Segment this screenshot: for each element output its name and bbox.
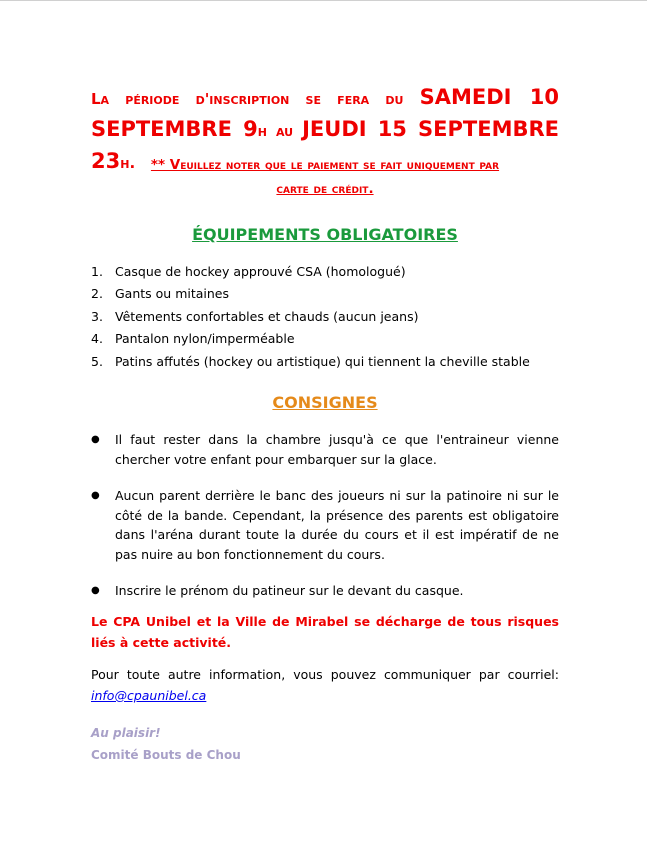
rules-list: [91, 430, 559, 618]
rules-heading: CONSIGNES: [272, 393, 378, 412]
list-item-text: Gants ou mitaines: [115, 286, 230, 302]
registration-connector: au: [275, 122, 294, 140]
list-item-text: Vêtements confortables et chauds (aucun jeans): [115, 308, 419, 324]
list-item: [91, 283, 559, 305]
list-item: [91, 328, 559, 350]
signoff: [91, 722, 241, 766]
list-item-text: Pantalon nylon/imperméable: [115, 331, 295, 347]
registration-end-day: JEUDI 15 SEPTEMBRE 23: [91, 117, 559, 173]
list-number: 5.: [91, 353, 103, 369]
top-border: [0, 0, 647, 1]
registration-start-month: SEPTEMBRE 9: [91, 117, 258, 141]
bullet-icon: ●: [91, 490, 100, 501]
list-item-text: Patins affutés (hockey ou artistique) qui tiennent la cheville stable: [115, 353, 530, 369]
payment-note: [91, 153, 559, 201]
contact-text: Pour toute autre information, vous pouvez communiquer par courriel:: [91, 667, 559, 682]
list-item-text: Il faut rester dans la chambre jusqu'à ce que l'entraineur vienne chercher votre enfant pour embarquer sur la glace.: [115, 432, 559, 467]
contact-info: [91, 664, 559, 706]
liability-disclaimer: Le CPA Unibel et la Ville de Mirabel se décharge de tous risques liés à cette activité.: [91, 614, 559, 650]
bullet-icon: ●: [91, 434, 100, 445]
registration-start-suffix: h: [257, 122, 267, 140]
team-signature: Comité Bouts de Chou: [91, 748, 241, 762]
bullet-icon: ●: [91, 585, 100, 596]
list-number: 2.: [91, 286, 103, 302]
greeting: Au plaisir!: [91, 726, 161, 740]
equipment-list: [91, 261, 559, 373]
list-item: [91, 261, 559, 283]
payment-note-line-2: carte de crédit.: [276, 181, 374, 197]
registration-lead: La période d'inscription se fera du: [91, 90, 404, 108]
list-number: 3.: [91, 308, 103, 324]
registration-end-suffix: h.: [120, 154, 136, 172]
list-item: [91, 430, 559, 469]
registration-start-day: SAMEDI 10: [419, 85, 559, 109]
list-item-text: Inscrire le prénom du patineur sur le devant du casque.: [115, 583, 464, 598]
list-number: 1.: [91, 264, 103, 279]
email-link[interactable]: info@cpaunibel.ca: [91, 688, 207, 703]
equipment-heading: ÉQUIPEMENTS OBLIGATOIRES: [192, 225, 458, 244]
list-item: [91, 351, 559, 373]
payment-note-line-1: ** Veuillez noter que le paiement se fait uniquement par: [150, 157, 500, 173]
list-item: [91, 486, 559, 564]
registration-line-1: [91, 82, 559, 114]
list-number: 4.: [91, 331, 103, 347]
list-item-text: Casque de hockey approuvé CSA (homologué): [115, 264, 406, 279]
list-item: [91, 306, 559, 328]
list-item: [91, 581, 559, 601]
list-item-text: Aucun parent derrière le banc des joueurs ni sur la patinoire ni sur le côté de la bande. Cependant, la présence des parents est obligatoire dans l'aréna durant toute la durée du cours et il est impératif de ne pas nuire au bon fonctionnement du cours.: [115, 488, 559, 562]
